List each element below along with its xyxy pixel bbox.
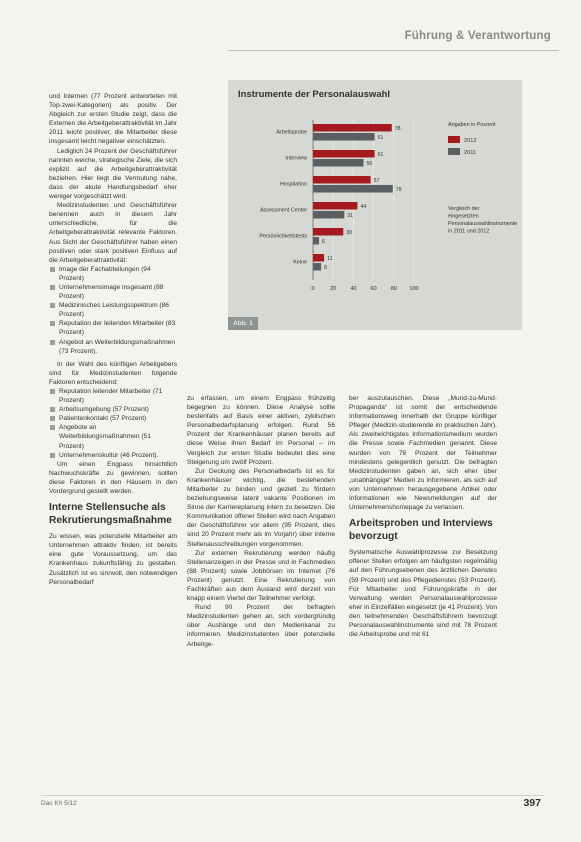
category-label: Arbeitsprobe: [276, 129, 307, 136]
data-label: 50: [366, 161, 373, 167]
tick-label: 20: [330, 286, 337, 292]
bar: [313, 159, 364, 167]
bar: [313, 202, 357, 210]
paragraph: In der Wahl des künftigen Arbeitgebers sind für Medizinstudenten folgende Faktoren entscheidend:: [49, 360, 177, 386]
bar: [313, 254, 324, 262]
section-header: Führung & Verantwortung: [404, 30, 551, 42]
bar: [313, 124, 392, 132]
list-item: Reputation der leitenden Mitarbeiter (83 Prozent): [49, 319, 177, 337]
tick-label: 40: [350, 286, 357, 292]
paragraph: Medizinstudenten und Geschäftsführer benennen auch in diesem Jahr unterschiedliche, für die Arbeitgeberattraktivität relevante Faktoren. Aus Sicht der Geschäftsführer haben einen positiven oder stark positiven Einfluss auf die Arbeitgeberattraktivität:: [49, 202, 177, 264]
text-column-2: [187, 394, 335, 649]
figure-box: [228, 80, 522, 330]
data-label: 78: [394, 126, 401, 132]
paragraph: Zu wissen, was potenzielle Mitarbeiter am Unternehmen attraktiv finden, ist bereits eine gute Voraussetzung, um das Krankenhaus zukunftsfähig zu gestalten. Zusätzlich ist es sinnvoll, den notwendigen Personalbedarf: [49, 533, 177, 586]
list-item: Reputation leitender Mitarbeiter (71 Prozent): [49, 387, 177, 405]
paragraph: Zur Deckung des Personalbedarfs ist es für Krankenhäuser wichtig, die bestehenden Mitarbeiter zu binden und gezielt zu fördern beziehungsweise latent vakante Positionen im Sinne der Karriereplanung intern zu besetzen. Die Kommunikation offener Stellen wird nach Angaben der Geschäftsführer vor allem (95 Prozent, dies sind 20 Prozent mehr als im Vorjahr) über interne Stellenausschreibungen vorgenommen.: [187, 467, 335, 548]
bar: [313, 176, 371, 184]
data-label: 30: [346, 230, 353, 236]
legend-note-line: in 2011 und 2012: [448, 228, 490, 235]
list-item: Angebote an Weiterbildungsmaßnahmen (51 Prozent): [49, 423, 177, 450]
data-label: 31: [347, 213, 354, 219]
legend-title: Angaben in Prozent: [448, 122, 496, 128]
list-item: Unternehmenskultur (46 Prozent).: [49, 451, 177, 460]
paragraph: Rund 90 Prozent der befragten Medizinstudenten gehen an, sich vordergründig über Aushänge und den Medienkanal zu informieren. Medizinstudenten über potenzielle Arbeitge-: [187, 604, 335, 648]
chart-title: Instrumente der Personalauswahl: [238, 89, 391, 100]
section-heading: Interne Stellensuche als Rekrutierungsmaßnahme: [49, 502, 172, 526]
bar: [313, 185, 393, 193]
paragraph: zu erfassen, um einem Engpass frühzeitig begegnen zu können. Diese Analyse sollte bestenfalls auf Basis einer aktiven, zyklischen Personalbedarfsplanung erfolgen. Rund 56 Prozent der Krankenhäuser planen bereits auf diese Weise ihren Bedarf im Personal – im Vergleich zur ersten Studie bedeutet dies eine Steigerung um zwölf Prozent.: [187, 395, 335, 466]
paragraph: ber auszutauschen. Diese „Mund-zu-Mund-Propaganda“ ist somit der entscheidende Informationsweg innerhalb der Gruppe künftiger Pfleger (Medizin-studierende im praktischen Jahr). Als zweitwichtigstes Informationsmedium wurden die Presse sowie Fachmedien genannt. Diese wurden von 78 Prozent der Teilnehmer mindestens gelegentlich genutzt. Die befragten Medizinstudenten gaben an, sich eher über „unabhängige“ Medien zu informieren, als sich auf von Unternehmen herausgegebene Artikel oder Informationen wie Newsmeldungen auf der Unternehmenshomepage zu verlassen.: [349, 395, 497, 512]
data-label: 61: [377, 135, 384, 141]
category-label: Keine: [293, 259, 307, 266]
text-column-3: [349, 394, 497, 639]
legend-note-line: eingesetzten: [448, 213, 479, 220]
paragraph: Um einen Engpass hinsichtlich Nachwuchskräfte zu gewinnen, sollten diese Faktoren in den Häusern in den Vordergrund gestellt werden.: [49, 460, 177, 496]
bar: [313, 263, 321, 271]
page-number: 397: [523, 797, 541, 809]
data-label: 79: [395, 187, 402, 193]
legend-swatch: [448, 136, 460, 143]
section-heading: Arbeitsproben und Interviews bevorzugt: [349, 518, 493, 542]
bar: [313, 211, 344, 219]
list-item: Arbeitsumgebung (57 Prozent): [49, 405, 177, 414]
paragraph: Lediglich 24 Prozent der Geschäftsführer nannten weiche, strategische Ziele, die sich explizit auf die Arbeitgeberattraktivität beziehen. Hier liegt die Vermutung nahe, dass der akute Handlungsbedarf eher weniger vorgeschätzt wird.: [49, 147, 177, 201]
legend-note: [448, 206, 517, 235]
data-label: 61: [377, 152, 384, 158]
list-item: Medizinisches Leistungsspektrum (86 Prozent): [49, 301, 177, 319]
paragraph: und Internen (77 Prozent antworteten mit Top-zwei-Kategorien) als positiv. Der Abgleich zur ersten Studie zeigt, dass die Externen die Arbeitgeberattraktivität im Jahr 2011 leicht positiver, die Mitarbeiter diese insgesamt leicht negativer einschätzten.: [49, 93, 177, 146]
tick-label: 0: [311, 286, 315, 292]
list-item: Unternehmensimage insgesamt (88 Prozent): [49, 283, 177, 301]
paragraph: Systematische Auswahlprozesse zur Besetzung offener Stellen erfolgen am häufigsten regelmäßig auf den Führungsebenen des ärztlichen Dienstes (59 Prozent) und des Pflegedienstes (53 Prozent). Für Mitarbeiter und Führungskräfte in der Verwaltung werden Personalauswahlprozesse eher in Einzelfällen eingesetzt (je 41 Prozent). Von den teilnehmenden Geschäftsführern bevorzugt Personalauswahlinstrumente sind mit 78 Prozent die Arbeitsprobe und mit 61: [349, 549, 497, 639]
footer-divider: [41, 795, 544, 796]
bullet-list: [49, 387, 177, 460]
bar-chart: [228, 80, 522, 330]
header-divider: [228, 50, 559, 51]
bullet-list: [49, 265, 177, 356]
figure-label: Abb. 1: [228, 317, 258, 330]
tick-label: 60: [370, 286, 377, 292]
category-label: Assessment Center: [259, 207, 307, 214]
legend-swatch: [448, 148, 460, 155]
paragraph: Zur externen Rekrutierung werden häufig Stellenanzeigen in der Presse und in Fachmedien (88 Prozent) sowie Jobbörsen im Internet (76 Prozent) genutzt. Eine Rekrutierung von Fachkräften aus dem Ausland wird derzeit von knapp einem Viertel der Teilnehmer verfolgt.: [187, 549, 335, 603]
bar: [313, 133, 375, 141]
bar: [313, 150, 375, 158]
data-label: 11: [327, 256, 333, 262]
bar: [313, 228, 343, 236]
tick-label: 100: [409, 286, 419, 292]
text-column-1: [49, 92, 177, 587]
list-item: Image der Fachabteilungen (94 Prozent): [49, 265, 177, 283]
tick-label: 80: [390, 286, 397, 292]
legend-note-line: Vergleich der: [448, 206, 480, 212]
category-label: Interview: [285, 155, 307, 162]
data-label: 44: [360, 204, 367, 210]
bar: [313, 237, 319, 245]
data-label: 57: [373, 178, 380, 184]
legend-label: 2011: [464, 150, 477, 156]
category-label: Hospitation: [280, 181, 307, 188]
list-item: Angebot an Weiterbildungsmaßnahmen (73 Prozent).: [49, 338, 177, 356]
list-item: Patientenkontakt (57 Prozent): [49, 414, 177, 423]
data-label: 8: [324, 265, 327, 271]
category-label: Persönlichkeitstests: [259, 233, 307, 240]
legend-note-line: Personalauswahlinstrumente: [448, 221, 518, 227]
legend-label: 2012: [464, 138, 477, 144]
data-label: 6: [322, 239, 325, 245]
journal-reference: Das Kh 5/12: [41, 800, 77, 807]
